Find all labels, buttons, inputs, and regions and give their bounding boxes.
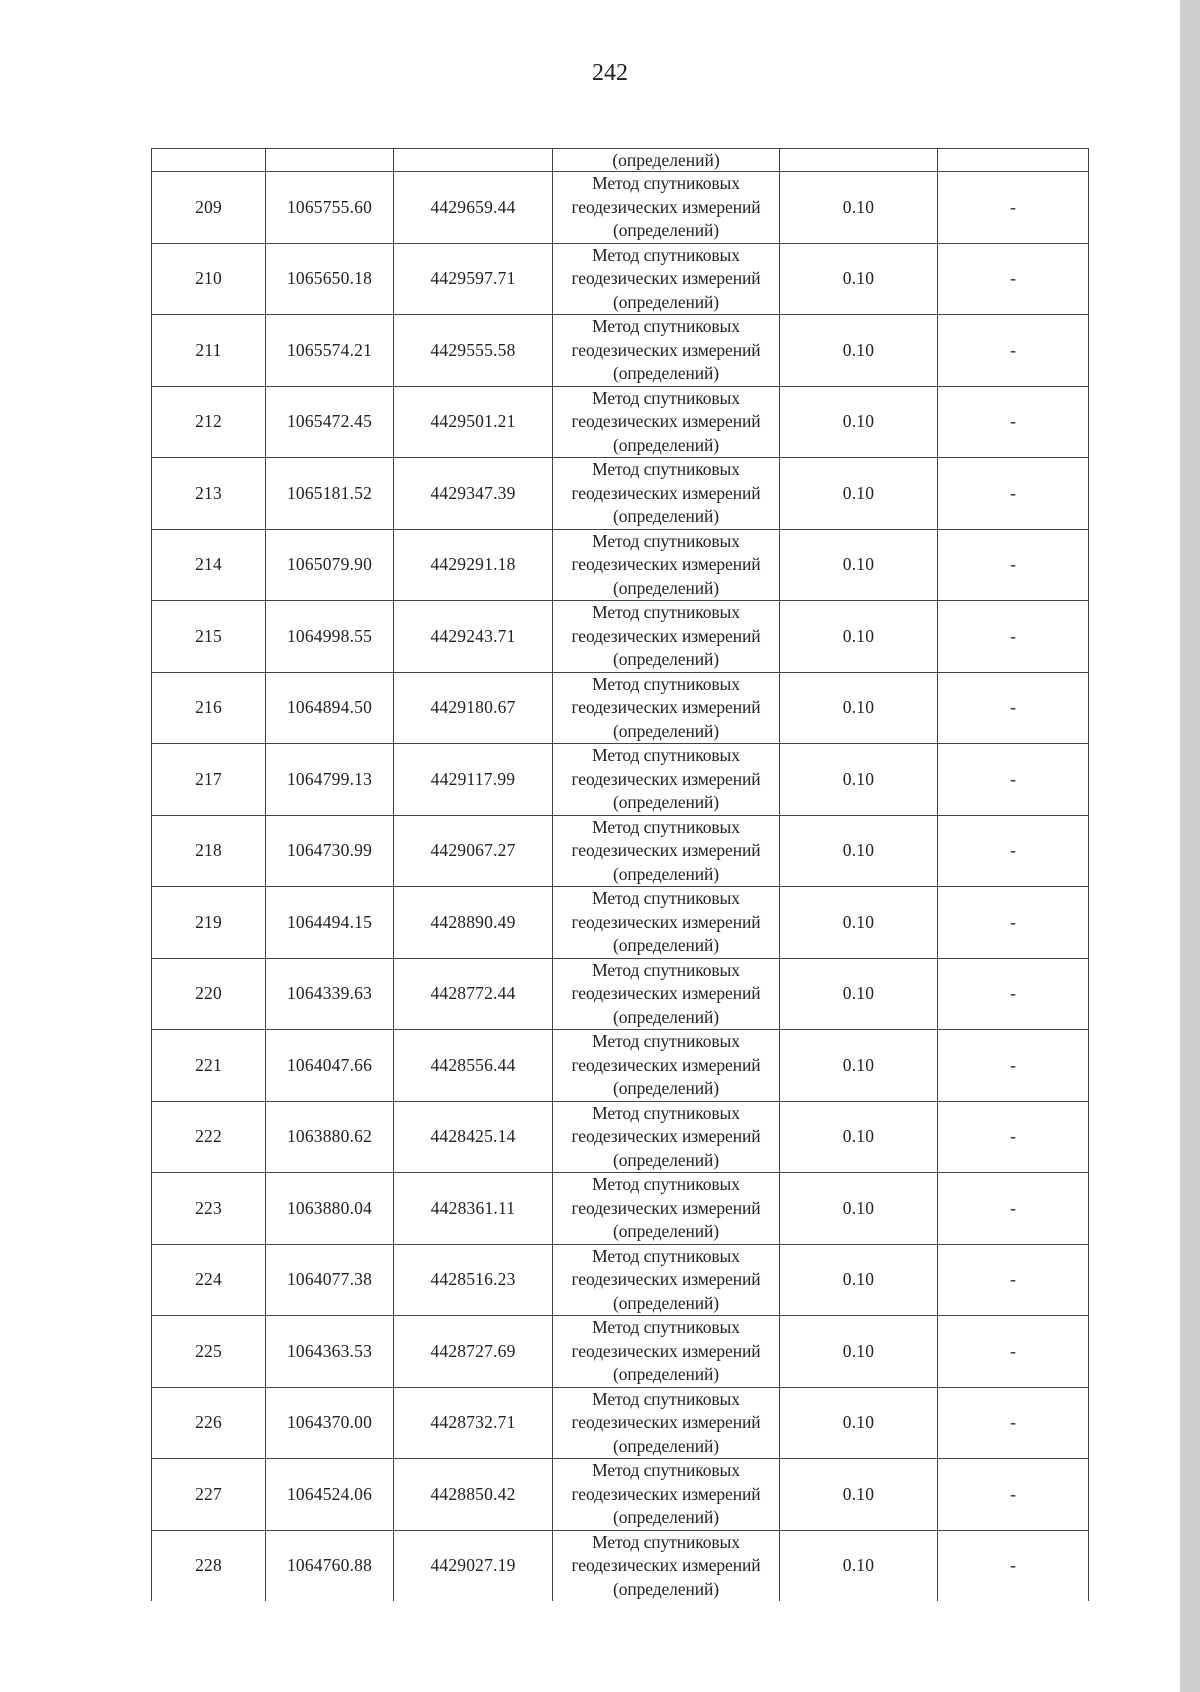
method-line: (определений) <box>612 935 720 955</box>
cell-point-number <box>152 149 266 172</box>
cell-accuracy: 0.10 <box>780 458 938 530</box>
cell-point-number: 219 <box>152 887 266 959</box>
method-line: геодезических измерений <box>571 983 761 1003</box>
method-line: Метод спутниковых <box>592 602 740 622</box>
cell-point-number: 221 <box>152 1030 266 1102</box>
cell-method <box>553 529 780 601</box>
continuation-row <box>152 149 1089 172</box>
method-line: геодезических измерений <box>571 911 761 932</box>
method-line: Метод спутниковых <box>592 316 740 336</box>
cell-x: 1064730.99 <box>266 815 394 887</box>
method-line: Метод спутниковых <box>592 387 740 408</box>
cell-note: - <box>938 315 1089 387</box>
method-line: (определений) <box>612 1221 720 1241</box>
cell-note: - <box>938 1101 1089 1173</box>
method-line: геодезических измерений <box>571 697 761 717</box>
cell-point-number: 226 <box>152 1387 266 1459</box>
method-line: Метод спутниковых <box>592 673 740 694</box>
cell-point-number: 220 <box>152 958 266 1030</box>
method-line: (определений) <box>612 363 720 383</box>
cell-accuracy: 0.10 <box>780 1173 938 1245</box>
page-number: 242 <box>592 60 628 86</box>
cell-method <box>553 744 780 816</box>
method-line: геодезических измерений <box>571 840 761 860</box>
cell-method <box>553 172 780 244</box>
cell-x: 1064370.00 <box>266 1387 394 1459</box>
cell-x <box>266 149 394 172</box>
method-line: Метод спутниковых <box>592 888 740 908</box>
cell-y: 4428732.71 <box>394 1387 553 1459</box>
method-line: Метод спутниковых <box>592 745 740 765</box>
cell-y: 4429291.18 <box>394 529 553 601</box>
method-line: Метод спутниковых <box>592 1317 740 1337</box>
table-row <box>152 744 1089 816</box>
cell-method <box>553 315 780 387</box>
cell-x: 1064799.13 <box>266 744 394 816</box>
cell-method <box>553 815 780 887</box>
cell-accuracy: 0.10 <box>780 958 938 1030</box>
table-row <box>152 958 1089 1030</box>
cell-accuracy: 0.10 <box>780 243 938 315</box>
cell-accuracy: 0.10 <box>780 744 938 816</box>
method-line: геодезических измерений <box>571 1054 761 1075</box>
cell-point-number: 214 <box>152 529 266 601</box>
cell-accuracy: 0.10 <box>780 1459 938 1531</box>
table-row <box>152 529 1089 601</box>
cell-note: - <box>938 1387 1089 1459</box>
cell-x: 1064494.15 <box>266 887 394 959</box>
cell-note: - <box>938 601 1089 673</box>
table-row <box>152 1387 1089 1459</box>
cell-note: - <box>938 958 1089 1030</box>
method-line: геодезических измерений <box>571 1555 761 1575</box>
cell-y: 4429180.67 <box>394 672 553 744</box>
cell-note: - <box>938 672 1089 744</box>
cell-method <box>553 958 780 1030</box>
cell-note: - <box>938 243 1089 315</box>
cell-y: 4429067.27 <box>394 815 553 887</box>
cell-accuracy <box>780 149 938 172</box>
cell-x: 1065472.45 <box>266 386 394 458</box>
method-line: геодезических измерений <box>571 482 761 503</box>
method-line: Метод спутниковых <box>592 1245 740 1266</box>
cell-point-number: 212 <box>152 386 266 458</box>
method-line: (определений) <box>612 506 720 526</box>
cell-method <box>553 386 780 458</box>
cell-method <box>553 601 780 673</box>
cell-x: 1064524.06 <box>266 1459 394 1531</box>
table-row <box>152 386 1089 458</box>
cell-y: 4429501.21 <box>394 386 553 458</box>
cell-point-number: 227 <box>152 1459 266 1531</box>
cell-point-number: 216 <box>152 672 266 744</box>
table-row <box>152 887 1089 959</box>
cell-accuracy: 0.10 <box>780 1030 938 1102</box>
cell-x: 1063880.62 <box>266 1101 394 1173</box>
method-line: Метод спутниковых <box>592 816 740 837</box>
table-row <box>152 601 1089 673</box>
cell-accuracy: 0.10 <box>780 815 938 887</box>
cell-y: 4429027.19 <box>394 1530 553 1601</box>
cell-accuracy: 0.10 <box>780 887 938 959</box>
cell-y: 4428361.11 <box>394 1173 553 1245</box>
table-row <box>152 1101 1089 1173</box>
cell-accuracy: 0.10 <box>780 172 938 244</box>
method-line: Метод спутниковых <box>592 1174 740 1194</box>
cell-method: (определений) <box>553 149 780 172</box>
cell-point-number: 210 <box>152 243 266 315</box>
table-row <box>152 1459 1089 1531</box>
cell-point-number: 218 <box>152 815 266 887</box>
table-row <box>152 1530 1089 1601</box>
method-line: Метод спутниковых <box>592 173 740 193</box>
cell-point-number: 228 <box>152 1530 266 1601</box>
cell-x: 1065181.52 <box>266 458 394 530</box>
method-line: (определений) <box>612 792 720 812</box>
method-line: (определений) <box>612 1507 720 1527</box>
cell-method <box>553 1030 780 1102</box>
method-line: Метод спутниковых <box>592 1102 740 1123</box>
cell-point-number: 211 <box>152 315 266 387</box>
cell-note: - <box>938 172 1089 244</box>
method-line: (определений) <box>612 1006 720 1027</box>
method-line: геодезических измерений <box>571 1340 761 1361</box>
cell-method <box>553 672 780 744</box>
method-line: Метод спутниковых <box>592 459 740 479</box>
cell-method <box>553 1459 780 1531</box>
method-line: геодезических измерений <box>571 196 761 217</box>
cell-x: 1064998.55 <box>266 601 394 673</box>
method-line: геодезических измерений <box>571 1197 761 1218</box>
cell-x: 1065650.18 <box>266 243 394 315</box>
cell-x: 1064047.66 <box>266 1030 394 1102</box>
method-line: Метод спутниковых <box>592 1031 740 1051</box>
cell-method <box>553 458 780 530</box>
method-line: Метод спутниковых <box>592 1388 740 1409</box>
cell-accuracy: 0.10 <box>780 1244 938 1316</box>
cell-note <box>938 149 1089 172</box>
table-row <box>152 1173 1089 1245</box>
method-line: Метод спутниковых <box>592 530 740 551</box>
method-line: (определений) <box>612 720 720 741</box>
cell-x: 1064363.53 <box>266 1316 394 1388</box>
cell-x: 1064077.38 <box>266 1244 394 1316</box>
cell-x: 1065574.21 <box>266 315 394 387</box>
cell-note: - <box>938 1173 1089 1245</box>
cell-point-number: 213 <box>152 458 266 530</box>
method-line: геодезических измерений <box>571 1483 761 1504</box>
cell-note: - <box>938 1459 1089 1531</box>
cell-accuracy: 0.10 <box>780 529 938 601</box>
cell-x: 1064894.50 <box>266 672 394 744</box>
table-row <box>152 815 1089 887</box>
cell-note: - <box>938 1530 1089 1601</box>
cell-y: 4428556.44 <box>394 1030 553 1102</box>
method-line: геодезических измерений <box>571 339 761 360</box>
cell-method <box>553 1173 780 1245</box>
cell-x: 1064339.63 <box>266 958 394 1030</box>
method-line: (определений) <box>612 649 720 669</box>
cell-x: 1064760.88 <box>266 1530 394 1601</box>
cell-note: - <box>938 815 1089 887</box>
cell-x: 1063880.04 <box>266 1173 394 1245</box>
cell-method <box>553 1244 780 1316</box>
cell-point-number: 209 <box>152 172 266 244</box>
table-body <box>152 149 1089 1602</box>
cell-y: 4429597.71 <box>394 243 553 315</box>
cell-note: - <box>938 1030 1089 1102</box>
cell-point-number: 224 <box>152 1244 266 1316</box>
cell-y: 4429117.99 <box>394 744 553 816</box>
cell-note: - <box>938 529 1089 601</box>
cell-note: - <box>938 744 1089 816</box>
method-line: геодезических измерений <box>571 1269 761 1289</box>
cell-y: 4429347.39 <box>394 458 553 530</box>
cell-accuracy: 0.10 <box>780 1387 938 1459</box>
table-row <box>152 1030 1089 1102</box>
method-line: (определений) <box>612 1149 720 1170</box>
method-line: геодезических измерений <box>571 268 761 288</box>
method-line: (определений) <box>612 220 720 240</box>
cell-point-number: 223 <box>152 1173 266 1245</box>
method-line: Метод спутниковых <box>592 244 740 265</box>
cell-y: 4429243.71 <box>394 601 553 673</box>
method-line: (определений) <box>612 1292 720 1313</box>
scan-edge <box>1180 0 1200 1692</box>
cell-method <box>553 1316 780 1388</box>
cell-accuracy: 0.10 <box>780 386 938 458</box>
cell-y: 4429555.58 <box>394 315 553 387</box>
cell-accuracy: 0.10 <box>780 672 938 744</box>
table-row <box>152 243 1089 315</box>
cell-point-number: 222 <box>152 1101 266 1173</box>
method-line: (определений) <box>612 1364 720 1384</box>
method-line: геодезических измерений <box>571 768 761 789</box>
cell-y: 4428727.69 <box>394 1316 553 1388</box>
table-row <box>152 172 1089 244</box>
cell-y: 4428890.49 <box>394 887 553 959</box>
cell-point-number: 225 <box>152 1316 266 1388</box>
table-row <box>152 315 1089 387</box>
cell-method <box>553 887 780 959</box>
method-line: геодезических измерений <box>571 625 761 646</box>
table-row <box>152 1316 1089 1388</box>
cell-note: - <box>938 1244 1089 1316</box>
cell-method <box>553 1387 780 1459</box>
method-line: (определений) <box>612 434 720 455</box>
cell-point-number: 215 <box>152 601 266 673</box>
cell-y: 4428850.42 <box>394 1459 553 1531</box>
cell-note: - <box>938 458 1089 530</box>
cell-point-number: 217 <box>152 744 266 816</box>
table-row <box>152 458 1089 530</box>
method-line: (определений) <box>612 1578 720 1599</box>
table-row <box>152 1244 1089 1316</box>
method-line: Метод спутниковых <box>592 959 740 980</box>
table-row <box>152 672 1089 744</box>
cell-note: - <box>938 1316 1089 1388</box>
method-line: геодезических измерений <box>571 554 761 574</box>
cell-y <box>394 149 553 172</box>
cell-accuracy: 0.10 <box>780 1316 938 1388</box>
method-line: геодезических измерений <box>571 411 761 431</box>
cell-x: 1065755.60 <box>266 172 394 244</box>
cell-y: 4428772.44 <box>394 958 553 1030</box>
cell-y: 4428516.23 <box>394 1244 553 1316</box>
cell-accuracy: 0.10 <box>780 315 938 387</box>
coordinates-table <box>151 148 1089 1601</box>
method-line: геодезических измерений <box>571 1126 761 1146</box>
method-line: (определений) <box>612 577 720 598</box>
cell-accuracy: 0.10 <box>780 1530 938 1601</box>
method-line: Метод спутниковых <box>592 1531 740 1552</box>
method-line: (определений) <box>612 291 720 312</box>
cell-accuracy: 0.10 <box>780 1101 938 1173</box>
cell-note: - <box>938 887 1089 959</box>
cell-method <box>553 1530 780 1601</box>
method-line: геодезических измерений <box>571 1412 761 1432</box>
cell-y: 4429659.44 <box>394 172 553 244</box>
method-line: (определений) <box>612 1078 720 1098</box>
cell-accuracy: 0.10 <box>780 601 938 673</box>
cell-method <box>553 243 780 315</box>
method-line: (определений) <box>612 1435 720 1456</box>
cell-x: 1065079.90 <box>266 529 394 601</box>
method-line: Метод спутниковых <box>592 1460 740 1480</box>
cell-y: 4428425.14 <box>394 1101 553 1173</box>
cell-note: - <box>938 386 1089 458</box>
method-line: (определений) <box>612 863 720 884</box>
cell-method <box>553 1101 780 1173</box>
